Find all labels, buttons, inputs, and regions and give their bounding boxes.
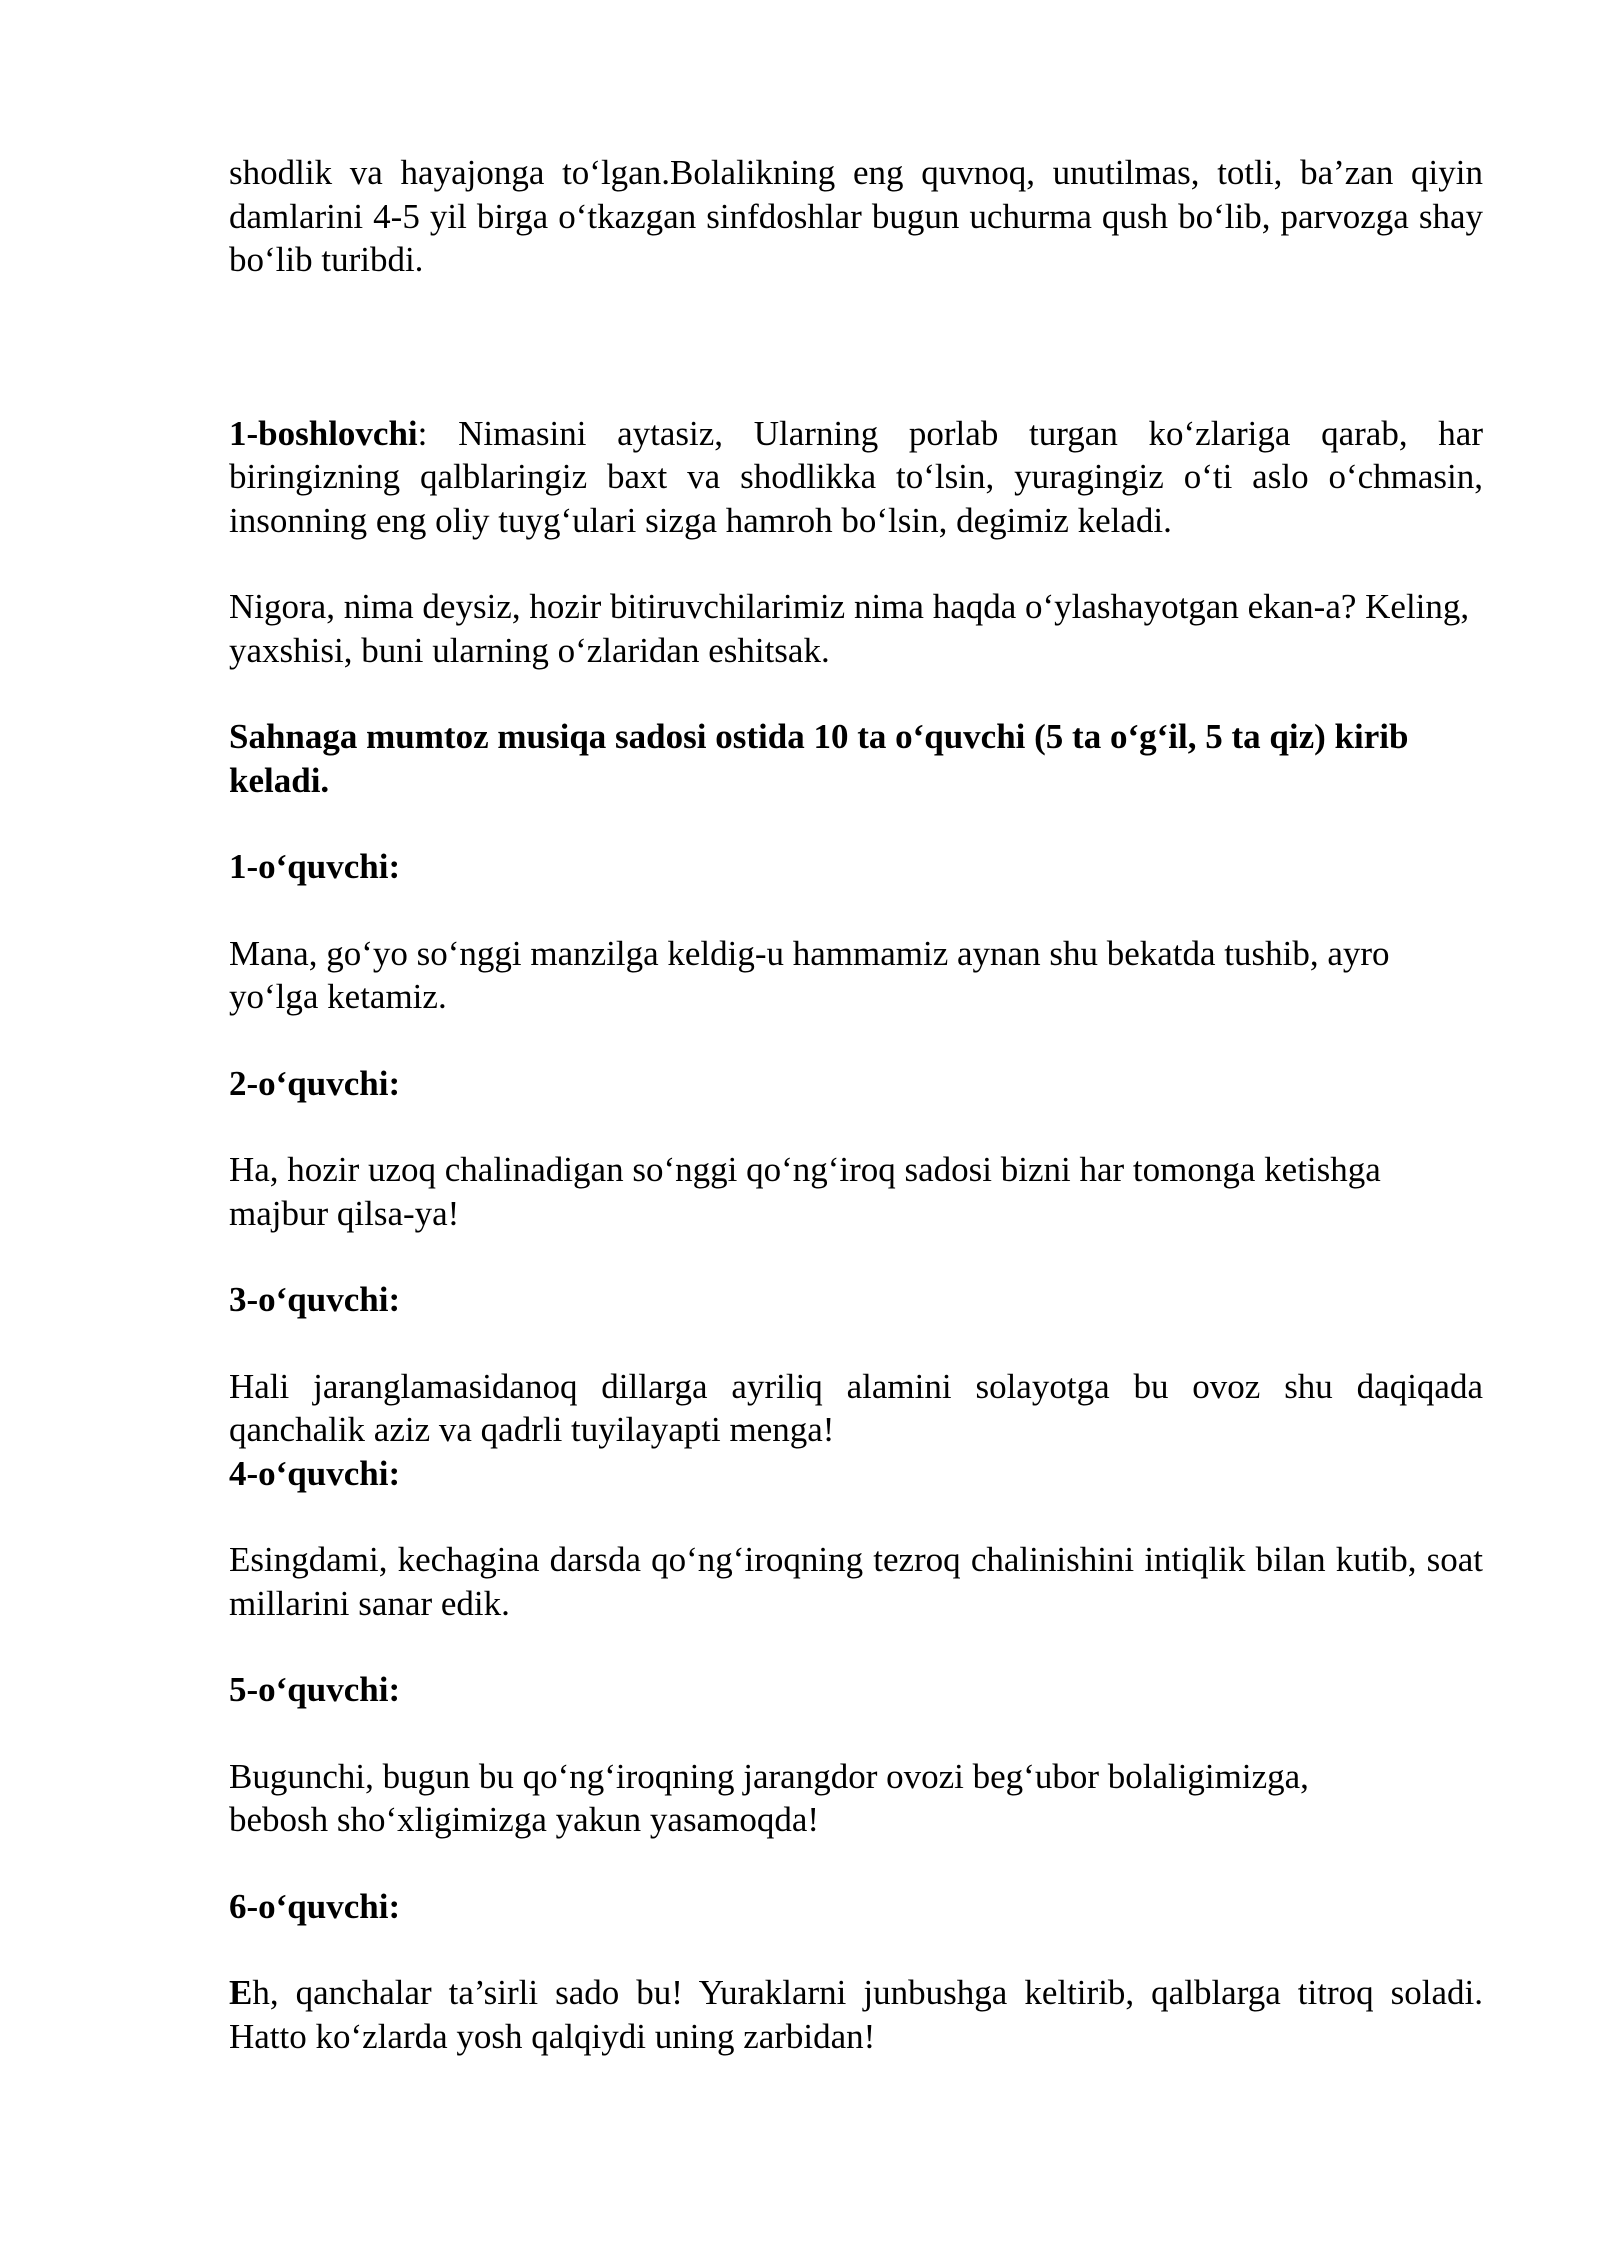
student-6-line (229, 1971, 1483, 2058)
student-6-text: h, qanchalar ta’sirli sado bu! Yuraklarni junbushga keltirib, qalblarga titroq soladi. Hatto ko‘zlarda yosh qalqiydi uning zarbidan! (229, 1973, 1483, 2056)
student-6-label: 6-o‘quvchi: (229, 1886, 401, 1926)
student-5-line-2: bebosh sho‘xligimizga yakun yasamoqda! (229, 1800, 820, 1839)
host-1-text: : Nimasini aytasiz, Ularning porlab turgan ko‘zlariga qarab, har biringizning qalblaringiz baxt va shodlikka to‘lsin, yuragingiz o‘ti aslo o‘chmasin, insonning eng oliy tuyg‘ulari sizga hamroh bo‘lsin, degimiz keladi. (229, 413, 1483, 540)
student-5-label: 5-o‘quvchi: (229, 1670, 401, 1709)
student-4-line: Esingdami, kechagina darsda qo‘ng‘iroqning tezroq chalinishini intiqlik bilan kutib, soat millarini sanar edik. (229, 1540, 1483, 1623)
stage-direction: Sahnaga mumtoz musiqa sadosi ostida 10 ta o‘quvchi (5 ta o‘g‘il, 5 ta qiz) kirib keladi. (229, 717, 1409, 800)
student-3-line: Hali jaranglamasidanoq dillarga ayriliq alamini solayotga bu ovoz shu daqiqada qanchalik aziz va qadrli tuyilayapti menga! (229, 1366, 1483, 1449)
host-1-label: 1-boshlovchi (229, 413, 418, 453)
host-question-paragraph: Nigora, nima deysiz, hozir bitiruvchilarimiz nima haqda o‘ylashayotgan ekan-a? Keling, yaxshisi, buni ularning o‘zlaridan eshitsak. (229, 587, 1470, 670)
student-5-line (229, 1755, 1483, 1842)
student-2-label: 2-o‘quvchi: (229, 1063, 401, 1103)
student-3-label: 3-o‘quvchi: (229, 1280, 401, 1319)
host-1-paragraph (229, 412, 1483, 543)
student-1-line: Mana, go‘yo so‘nggi manzilga keldig-u hammamiz aynan shu bekatda tushib, ayro yo‘lga ketamiz. (229, 933, 1390, 1016)
student-5-line-1: Bugunchi, bugun bu qo‘ng‘iroqning jarangdor ovozi beg‘ubor bolaligimizga, (229, 1756, 1309, 1796)
student-6-initial: E (229, 1973, 253, 2012)
document-page (229, 151, 1483, 2058)
student-1-label: 1-o‘quvchi: (229, 847, 401, 886)
student-2-line: Ha, hozir uzoq chalinadigan so‘nggi qo‘ng‘iroq sadosi bizni har tomonga ketishga majbur qilsa-ya! (229, 1150, 1381, 1233)
intro-paragraph: shodlik va hayajonga to‘lgan.Bolalikning eng quvnoq, unutilmas, totli, ba’zan qiyin damlarini 4-5 yil birga o‘tkazgan sinfdoshlar bugun uchurma qush bo‘lib, parvozga shay bo‘lib turibdi. (229, 153, 1483, 279)
student-4-label: 4-o‘quvchi: (229, 1453, 401, 1493)
